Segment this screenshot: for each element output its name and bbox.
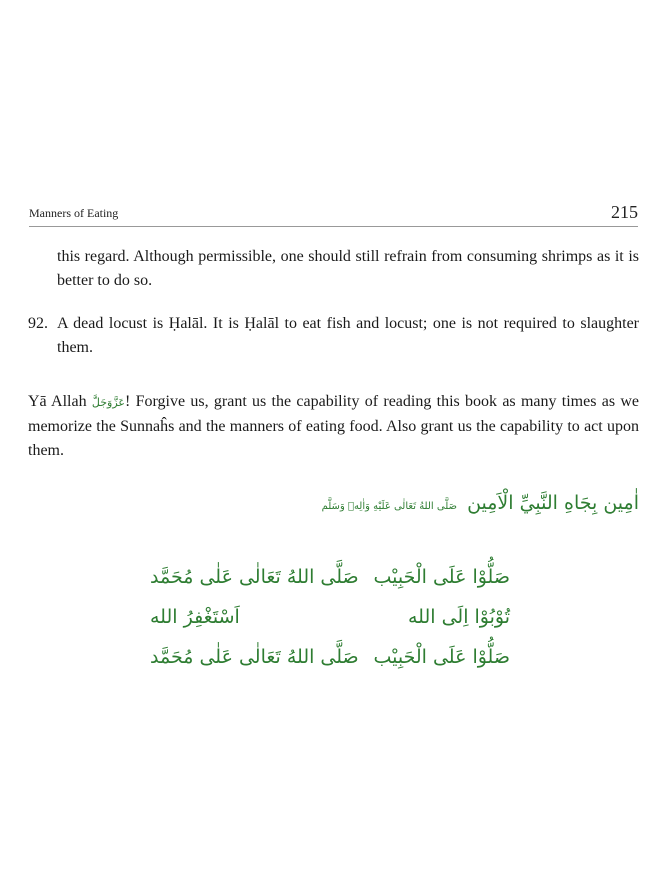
item-number: 92. (28, 315, 48, 332)
page-number: 215 (611, 202, 638, 222)
running-header (29, 198, 638, 227)
salawat-call: صَلُّوْا عَلَى الْحَبِيْب (373, 566, 510, 588)
item-92-text: A dead locust is Ḥalāl. It is Ḥalāl to eat fish and locust; one is not required to slaughter them. (57, 315, 639, 356)
salawat-row (150, 566, 510, 600)
continuation-paragraph: this regard. Although permissible, one should still refrain from consuming shrimps as it is better to do so. (57, 248, 639, 289)
dua-paragraph (28, 390, 639, 463)
dua-text: ! Forgive us, grant us the capability of reading this book as many times as we memorize the Sunnaĥs and the manners of eating food. Also grant us the capability to act upon them. (28, 393, 640, 459)
ameen-text: اٰمِين بِجَاهِ النَّبِيِّ الْاَمِين (467, 492, 639, 514)
salawat-call: صَلُّوْا عَلَى الْحَبِيْب (373, 646, 510, 668)
salawat-response: صَلَّى اللهُ تَعَالٰى عَلٰى مُحَمَّد (150, 566, 359, 588)
tawbah-response: اَسْتَغْفِرُ الله (150, 606, 240, 628)
salawat-row (150, 646, 510, 680)
tawbah-row (150, 606, 510, 640)
dua-prefix: Yā Allah (28, 393, 92, 410)
chapter-title: Manners of Eating (29, 206, 119, 220)
salallahu-honorific: صَلَّى اللهُ تَعَالٰى عَلَيْهِ وَاٰلِهٖ وَسَلَّم (321, 501, 458, 512)
ameen-line (322, 488, 639, 522)
azzawajal-honorific: عَزَّوَجَلَّ (91, 396, 125, 409)
tawbah-call: تُوْبُوْا اِلَى الله (407, 606, 510, 628)
salawat-response: صَلَّى اللهُ تَعَالٰى عَلٰى مُحَمَّد (150, 646, 359, 668)
